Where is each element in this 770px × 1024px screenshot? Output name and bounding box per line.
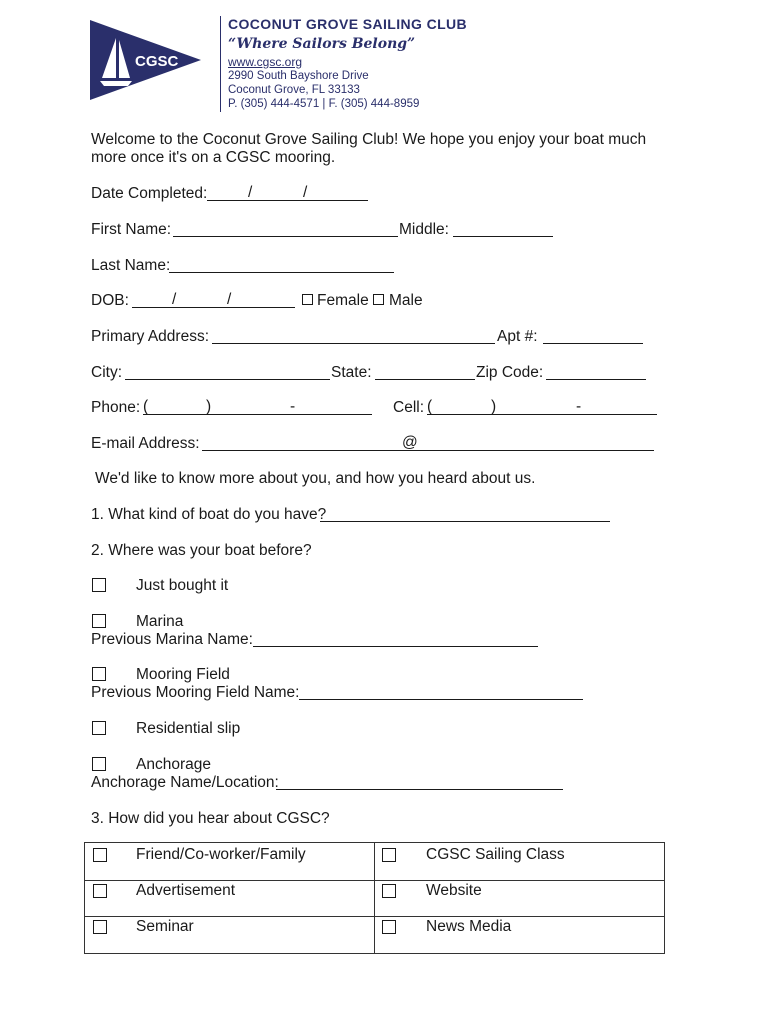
club-name: COCONUT GROVE SAILING CLUB — [228, 16, 468, 32]
address-line-1: 2990 South Bayshore Drive — [228, 70, 369, 82]
sailing-class-checkbox[interactable] — [382, 848, 396, 862]
question-3: 3. How did you hear about CGSC? — [91, 810, 330, 827]
survey-intro: We'd like to know more about you, and how you heard about us. — [95, 470, 536, 487]
anchorage-name-label: Anchorage Name/Location: — [91, 774, 279, 791]
dob-field[interactable] — [132, 307, 295, 308]
email-at-sign: @ — [402, 434, 418, 451]
phone-fax: P. (305) 444-4571 | F. (305) 444-8959 — [228, 98, 420, 110]
zip-label: Zip Code: — [476, 364, 544, 381]
residential-slip-label: Residential slip — [136, 720, 241, 737]
hear-option-news-media: News Media — [426, 918, 512, 935]
cell-field[interactable] — [427, 414, 657, 415]
previous-mooring-field[interactable] — [299, 699, 583, 700]
female-label: Female — [317, 292, 369, 309]
first-name-label: First Name: — [91, 221, 172, 238]
anchorage-label: Anchorage — [136, 756, 211, 773]
last-name-field[interactable] — [169, 272, 394, 273]
mooring-field-label: Mooring Field — [136, 666, 230, 683]
news-media-checkbox[interactable] — [382, 920, 396, 934]
previous-marina-label: Previous Marina Name: — [91, 631, 253, 648]
primary-address-field[interactable] — [212, 343, 495, 344]
phone-paren-close: ) — [206, 398, 212, 415]
intro-line-2: more once it's on a CGSC mooring. — [91, 149, 336, 166]
marina-label: Marina — [136, 613, 184, 630]
residential-slip-checkbox[interactable] — [92, 721, 106, 735]
apt-label: Apt #: — [497, 328, 538, 345]
date-slash-1: / — [248, 184, 253, 201]
middle-name-field[interactable] — [453, 236, 553, 237]
website-checkbox[interactable] — [382, 884, 396, 898]
table-column-divider — [374, 843, 375, 953]
club-tagline: “Where Sailors Belong” — [228, 36, 416, 52]
previous-marina-field[interactable] — [253, 646, 538, 647]
state-label: State: — [331, 364, 372, 381]
logo-text: CGSC — [135, 53, 179, 70]
hear-option-advertisement: Advertisement — [136, 882, 236, 899]
hear-option-website: Website — [426, 882, 482, 899]
just-bought-label: Just bought it — [136, 577, 229, 594]
marina-checkbox[interactable] — [92, 614, 106, 628]
question-1: 1. What kind of boat do you have? — [91, 506, 327, 523]
seminar-checkbox[interactable] — [93, 920, 107, 934]
advertisement-checkbox[interactable] — [93, 884, 107, 898]
primary-address-label: Primary Address: — [91, 328, 210, 345]
cell-label: Cell: — [393, 399, 425, 416]
male-label: Male — [389, 292, 423, 309]
female-checkbox[interactable] — [302, 294, 313, 305]
previous-mooring-label: Previous Mooring Field Name: — [91, 684, 300, 701]
phone-label: Phone: — [91, 399, 141, 416]
dob-slash-2: / — [227, 291, 232, 308]
anchorage-checkbox[interactable] — [92, 757, 106, 771]
dob-label: DOB: — [91, 292, 129, 309]
apt-field[interactable] — [543, 343, 643, 344]
boat-type-field[interactable] — [320, 521, 610, 522]
mooring-field-checkbox[interactable] — [92, 667, 106, 681]
date-slash-2: / — [303, 184, 308, 201]
date-completed-label: Date Completed: — [91, 185, 208, 202]
city-field[interactable] — [125, 379, 330, 380]
phone-dash: - — [290, 398, 296, 415]
club-website-link[interactable]: www.cgsc.org — [228, 55, 303, 69]
date-completed-field[interactable] — [207, 200, 368, 201]
hear-about-table — [84, 842, 665, 954]
cell-paren-close: ) — [491, 398, 497, 415]
last-name-label: Last Name: — [91, 257, 171, 274]
cell-paren-open: ( — [427, 398, 433, 415]
middle-name-label: Middle: — [399, 221, 449, 238]
just-bought-checkbox[interactable] — [92, 578, 106, 592]
state-field[interactable] — [375, 379, 475, 380]
male-checkbox[interactable] — [373, 294, 384, 305]
email-label: E-mail Address: — [91, 435, 200, 452]
hear-option-sailing-class: CGSC Sailing Class — [426, 846, 565, 863]
address-line-2: Coconut Grove, FL 33133 — [228, 84, 360, 96]
city-label: City: — [91, 364, 122, 381]
cgsc-pennant-logo — [88, 18, 203, 102]
phone-paren-open: ( — [143, 398, 149, 415]
dob-slash-1: / — [172, 291, 177, 308]
zip-field[interactable] — [546, 379, 646, 380]
email-field[interactable] — [202, 450, 654, 451]
intro-line-1: Welcome to the Coconut Grove Sailing Club! We hope you enjoy your boat much — [91, 131, 647, 148]
anchorage-name-field[interactable] — [276, 789, 563, 790]
hear-option-friend: Friend/Co-worker/Family — [136, 846, 306, 863]
friend-checkbox[interactable] — [93, 848, 107, 862]
hear-option-seminar: Seminar — [136, 918, 194, 935]
question-2: 2. Where was your boat before? — [91, 542, 312, 559]
first-name-field[interactable] — [173, 236, 398, 237]
phone-field[interactable] — [143, 414, 372, 415]
header-divider — [220, 16, 221, 112]
cell-dash: - — [576, 398, 582, 415]
